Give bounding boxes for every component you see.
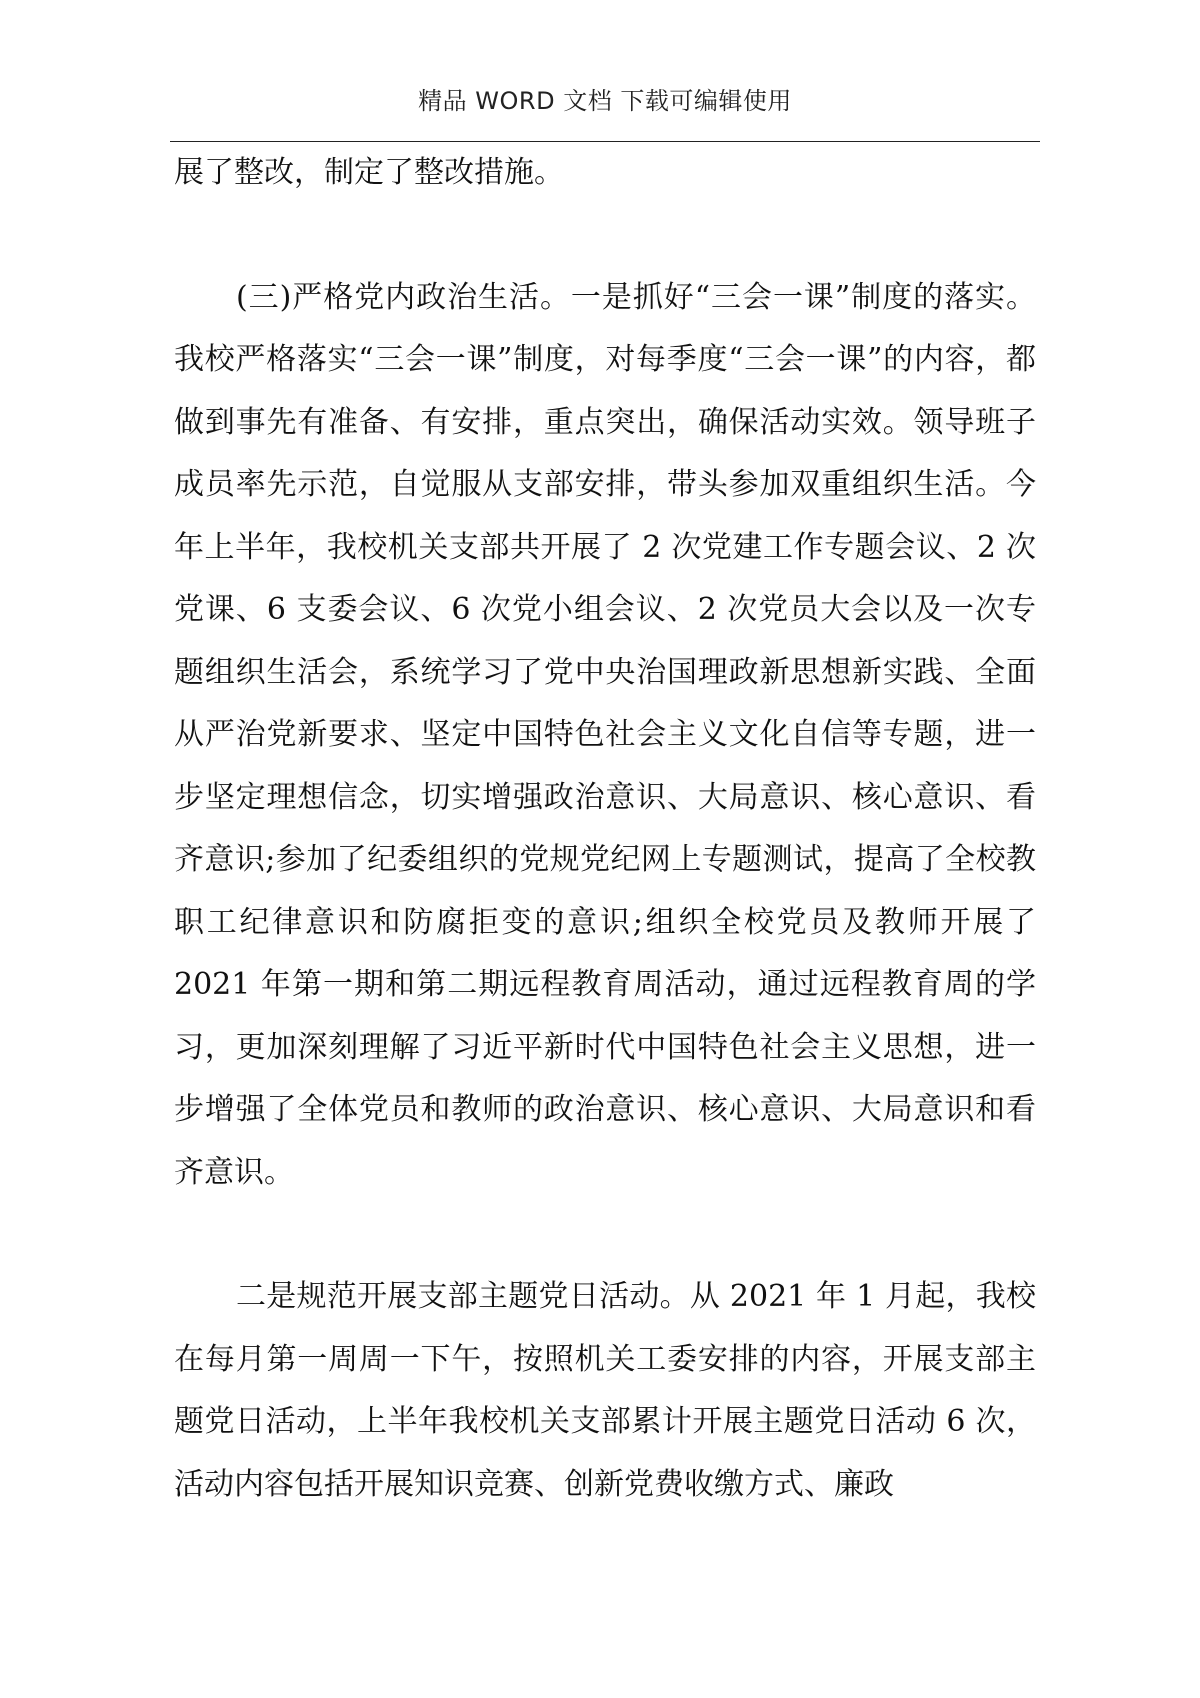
document-body xyxy=(174,142,1036,1516)
paragraph-theme-day: 二是规范开展支部主题党日活动。从 2021 年 1 月起，我校在每月第一周周一下午，按照机关工委安排的内容，开展支部主题党日活动，上半年我校机关支部累计开展主题党日活动 6 次，活动内容包括开展知识竞赛、创新党费收缴方式、廉政 xyxy=(174,1279,1036,1502)
paragraph-section-3: (三)严格党内政治生活。一是抓好“三会一课”制度的落实。我校严格落实“三会一课”制度，对每季度“三会一课”的内容，都做到事先有准备、有安排，重点突出，确保活动实效。领导班子成员率先示范，自觉服从支部安排，带头参加双重组织生活。今年上半年，我校机关支部共开展了 2 次党建工作专题会议、2 次党课、6 支委会议、6 次党小组会议、2 次党员大会以及一次专题组织生活会，系统学习了党中央治国理政新思想新实践、全面从严治党新要求、坚定中国特色社会主义文化自信等专题，进一步坚定理想信念，切实增强政治意识、大局意识、核心意识、看齐意识;参加了纪委组织的党规党纪网上专题测试，提高了全校教职工纪律意识和防腐拒变的意识;组织全校党员及教师开展了 2021 年第一期和第二期远程教育周活动，通过远程教育周的学习，更加深刻理解了习近平新时代中国特色社会主义思想，进一步增强了全体党员和教师的政治意识、核心意识、大局意识和看齐意识。 xyxy=(174,279,1036,1190)
paragraph-gap xyxy=(174,1204,1036,1266)
paragraph-gap xyxy=(174,205,1036,267)
header-text: 精品 WORD 文档 下载可编辑使用 xyxy=(418,87,792,115)
paragraph-continuation: 展了整改，制定了整改措施。 xyxy=(174,155,564,190)
page-header xyxy=(170,0,1040,142)
